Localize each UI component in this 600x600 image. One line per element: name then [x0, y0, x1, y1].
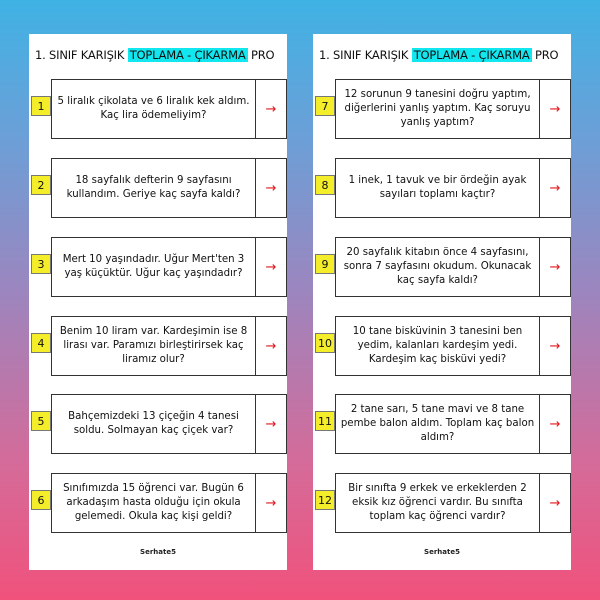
question-number-badge: 2 — [31, 175, 51, 195]
arrow-right-icon: → — [265, 495, 277, 511]
question-text: Mert 10 yaşındadır. Uğur Mert'ten 3 yaş küçüktür. Uğur kaç yaşındadır? — [52, 238, 256, 296]
question-number-badge: 5 — [31, 411, 51, 431]
question-text: 5 liralık çikolata ve 6 liralık kek aldım. Kaç lira ödemeliyim? — [52, 80, 256, 138]
arrow-right-icon: → — [549, 101, 561, 117]
question-card — [51, 158, 287, 218]
question-card — [335, 158, 571, 218]
question-card — [335, 394, 571, 454]
title-prefix: 1. SINIF KARIŞIK — [35, 48, 125, 62]
question-text: Benim 10 liram var. Kardeşimin ise 8 lirası var. Paramızı birleştirirsek kaç liramız olur? — [52, 317, 256, 375]
question-card — [335, 79, 571, 139]
question-card — [51, 473, 287, 533]
question-card — [51, 79, 287, 139]
arrow-right-icon: → — [265, 180, 277, 196]
question-card — [51, 394, 287, 454]
question-card — [51, 237, 287, 297]
question-text: 12 sorunun 9 tanesini doğru yaptım, diğerlerini yanlış yaptım. Kaç soruyu yanlış yaptım? — [336, 80, 540, 138]
title-highlight: TOPLAMA - ÇIKARMA — [129, 48, 246, 62]
question-number-badge: 12 — [315, 490, 335, 510]
question-number-badge: 10 — [315, 333, 335, 353]
question-card — [51, 316, 287, 376]
title-suffix: PRO — [534, 48, 559, 62]
question-number-badge: 6 — [31, 490, 51, 510]
worksheet-page-left — [29, 34, 287, 570]
title-prefix: 1. SINIF KARIŞIK — [319, 48, 409, 62]
arrow-right-icon: → — [549, 416, 561, 432]
question-text: 2 tane sarı, 5 tane mavi ve 8 tane pembe balon aldım. Toplam kaç balon aldım? — [336, 395, 540, 453]
question-text: Bir sınıfta 9 erkek ve erkeklerden 2 eksik kız öğrenci vardır. Bu sınıfta toplam kaç öğrenci vardır? — [336, 474, 540, 532]
question-number-badge: 1 — [31, 96, 51, 116]
question-text: 1 inek, 1 tavuk ve bir ördeğin ayak sayıları toplamı kaçtır? — [336, 159, 540, 217]
arrow-right-icon: → — [549, 495, 561, 511]
arrow-right-icon: → — [265, 101, 277, 117]
question-text: 10 tane bisküvinin 3 tanesini ben yedim, kalanları kardeşim yedi. Kardeşim kaç bisküvi yedi? — [336, 317, 540, 375]
arrow-right-icon: → — [549, 180, 561, 196]
question-card — [335, 316, 571, 376]
arrow-right-icon: → — [265, 338, 277, 354]
question-number-badge: 3 — [31, 254, 51, 274]
question-number-badge: 4 — [31, 333, 51, 353]
arrow-right-icon: → — [549, 259, 561, 275]
question-text: Bahçemizdeki 13 çiçeğin 4 tanesi soldu. Solmayan kaç çiçek var? — [52, 395, 256, 453]
question-number-badge: 11 — [315, 411, 335, 431]
worksheet-page-right — [313, 34, 571, 570]
question-text: 20 sayfalık kitabın önce 4 sayfasını, sonra 7 sayfasını okudum. Okunacak kaç sayfa kaldı? — [336, 238, 540, 296]
title-suffix: PRO — [250, 48, 275, 62]
question-text: 18 sayfalık defterin 9 sayfasını kullandım. Geriye kaç sayfa kaldı? — [52, 159, 256, 217]
arrow-right-icon: → — [265, 259, 277, 275]
question-number-badge: 7 — [315, 96, 335, 116]
question-number-badge: 9 — [315, 254, 335, 274]
worksheet-title — [319, 48, 571, 62]
arrow-right-icon: → — [549, 338, 561, 354]
question-card — [335, 473, 571, 533]
worksheet-title — [35, 48, 287, 62]
footer-credit: Serhate5 — [140, 548, 176, 556]
question-card — [335, 237, 571, 297]
title-highlight: TOPLAMA - ÇIKARMA — [413, 48, 530, 62]
question-text: Sınıfımızda 15 öğrenci var. Bugün 6 arkadaşım hasta olduğu için okula gelemedi. Okula kaç kişi geldi? — [52, 474, 256, 532]
arrow-right-icon: → — [265, 416, 277, 432]
footer-credit: Serhate5 — [424, 548, 460, 556]
question-number-badge: 8 — [315, 175, 335, 195]
